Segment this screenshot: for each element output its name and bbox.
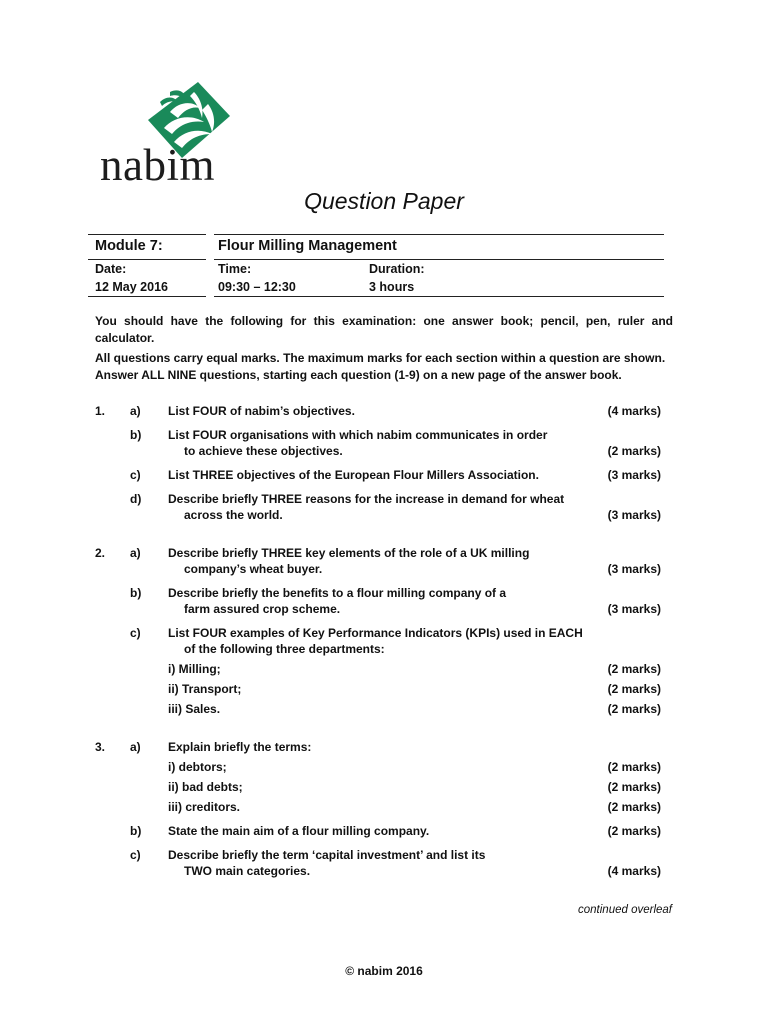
sub-item: iii) creditors.: [168, 800, 241, 814]
marks: (3 marks): [607, 468, 661, 482]
header-rule-mid-right: [214, 259, 664, 260]
sub-item: i) Milling;: [168, 662, 221, 676]
part-label: b): [130, 824, 142, 838]
continued-note: continued overleaf: [578, 904, 672, 916]
marks: (2 marks): [607, 760, 661, 774]
header-rule-bottom-right: [214, 296, 664, 297]
question-text-continued: of the following three departments:: [184, 642, 385, 656]
time-value: 09:30 – 12:30: [218, 280, 296, 294]
part-label: a): [130, 546, 141, 560]
duration-label: Duration:: [369, 262, 425, 276]
duration-value: 3 hours: [369, 280, 415, 294]
part-label: a): [130, 740, 141, 754]
question-text: Describe briefly the benefits to a flour milling company of a: [168, 586, 507, 600]
question-text: List FOUR organisations with which nabim communicates in order: [168, 428, 548, 442]
marks: (3 marks): [607, 508, 661, 522]
date-value: 12 May 2016: [95, 280, 168, 294]
question-text-continued: to achieve these objectives.: [184, 444, 343, 458]
part-label: d): [130, 492, 142, 506]
question-text: Describe briefly THREE key elements of the role of a UK milling: [168, 546, 530, 560]
question-text: List THREE objectives of the European Flour Millers Association.: [168, 468, 539, 482]
part-label: b): [130, 428, 142, 442]
marks: (3 marks): [607, 562, 661, 576]
sub-item: iii) Sales.: [168, 702, 221, 716]
question-text-continued: across the world.: [184, 508, 283, 522]
question-text: State the main aim of a flour milling company.: [168, 824, 430, 838]
marks: (2 marks): [607, 780, 661, 794]
question-text: Explain briefly the terms:: [168, 740, 312, 754]
header-rule-mid-left: [88, 259, 206, 260]
part-label: c): [130, 848, 141, 862]
question-number: 2.: [95, 546, 106, 560]
page-title: Question Paper: [304, 188, 464, 214]
question-text: List FOUR examples of Key Performance Indicators (KPIs) used in EACH: [168, 626, 583, 640]
marks: (4 marks): [607, 404, 661, 418]
question-text: Describe briefly the term ‘capital investment’ and list its: [168, 848, 486, 862]
question-text-continued: TWO main categories.: [184, 864, 311, 878]
marks: (2 marks): [607, 824, 661, 838]
instructions-line-1: You should have the following for this examination: one answer book; pencil, pen, ruler and calculator.: [95, 314, 673, 345]
marks: (4 marks): [607, 864, 661, 878]
nabim-logo-text: nabim: [100, 140, 215, 190]
marks: (3 marks): [607, 602, 661, 616]
part-label: c): [130, 626, 141, 640]
sub-item: i) debtors;: [168, 760, 227, 774]
part-label: c): [130, 468, 141, 482]
module-label: Module 7:: [95, 238, 163, 254]
marks: (2 marks): [607, 702, 661, 716]
marks: (2 marks): [607, 444, 661, 458]
marks: (2 marks): [607, 662, 661, 676]
header-rule-top-left: [88, 234, 206, 235]
part-label: a): [130, 404, 141, 418]
header-rule-top-right: [214, 234, 664, 235]
instructions-line-2: All questions carry equal marks. The maximum marks for each section within a question are shown. Answer ALL NINE questions, starting each question (1-9) on a new page of the answer book.: [95, 351, 666, 382]
header-rule-bottom-left: [88, 296, 206, 297]
time-label: Time:: [218, 262, 252, 276]
marks: (2 marks): [607, 682, 661, 696]
part-label: b): [130, 586, 142, 600]
marks: (2 marks): [607, 800, 661, 814]
question-number: 1.: [95, 404, 106, 418]
sub-item: ii) bad debts;: [168, 780, 243, 794]
question-text: Describe briefly THREE reasons for the increase in demand for wheat: [168, 492, 565, 506]
question-text-continued: company’s wheat buyer.: [184, 562, 323, 576]
sub-item: ii) Transport;: [168, 682, 242, 696]
copyright-footer: © nabim 2016: [345, 964, 423, 978]
date-label: Date:: [95, 262, 127, 276]
module-name: Flour Milling Management: [218, 238, 397, 254]
instructions: [95, 313, 673, 387]
question-number: 3.: [95, 740, 106, 754]
question-text: List FOUR of nabim’s objectives.: [168, 404, 355, 418]
question-text-continued: farm assured crop scheme.: [184, 602, 341, 616]
